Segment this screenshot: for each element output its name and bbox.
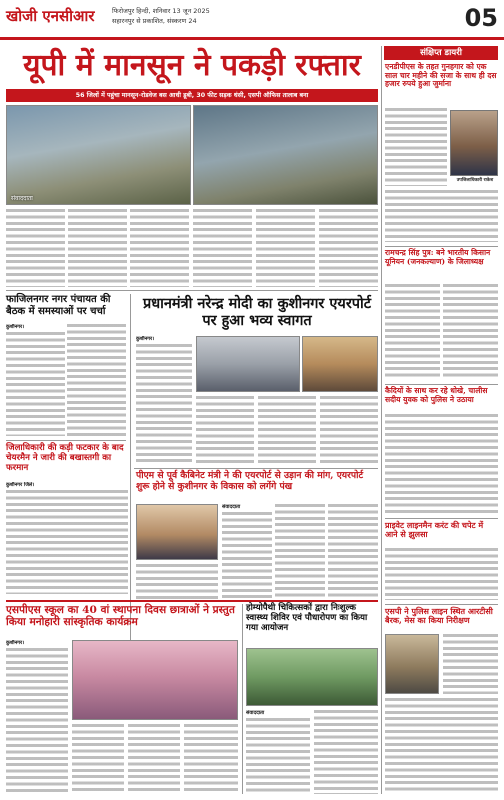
lead-photo-caption: संवाददाता (11, 195, 33, 202)
divider (385, 384, 498, 385)
school-text-col-1 (6, 640, 68, 792)
homeo-byline: संवाददाता (246, 710, 265, 716)
sidebar-story3-text (385, 414, 498, 514)
school-headline: एसपीएस स्कूल का 40 वां स्थापना दिवस छात्राओं ने प्रस्तुत किया मनोहारी सांस्कृतिक कार्यक्रम (6, 604, 235, 629)
cabinet-text-col-1 (222, 504, 272, 600)
masthead (0, 0, 504, 40)
lead-text-col-4 (193, 209, 252, 287)
sidebar-portrait-caption: उपजिलाधिकारी राकेश (456, 178, 494, 183)
sidebar-story5-headline: एसपी ने पुलिस लाइन स्थित आरटीसी बैरक, मेस का किया निरीक्षण (385, 606, 493, 626)
divider (6, 440, 126, 441)
sidebar-story4-headline: प्राइवेट लाइनमैन करंट की चपेट में आने से झुलसा (385, 520, 484, 540)
pm-text-col-3 (258, 396, 316, 464)
lead-text-col-2 (68, 209, 127, 287)
sidebar-story1-text-2 (385, 190, 498, 242)
sidebar-portrait (450, 110, 498, 183)
sidebar-story4-text (385, 548, 498, 600)
school-byline: कुशीनगर। (6, 640, 25, 646)
cabinet-text-col-2 (275, 504, 325, 600)
fazilka-text-col-2 (67, 324, 126, 436)
divider (385, 518, 498, 519)
edition-info (112, 6, 372, 26)
edition-date: फिरोजपुर हिन्दी, शनिवार 13 जून 2025 (112, 7, 210, 15)
sidebar-story5-photo (385, 634, 439, 694)
homeo-photo (246, 648, 378, 706)
divider (385, 604, 498, 605)
jila-headline: जिलाधिकारी की कड़ी फटकार के बाद चेयरमैन ने जारी की बखास्तगी का फरमान (6, 443, 124, 473)
cabinet-text-col-3 (328, 504, 378, 600)
school-text-col-3 (128, 724, 180, 792)
fazilka-headline: फाजिलनगर नगर पंचायत की बैठक में समस्याओं पर चर्चा (6, 294, 111, 317)
sidebar-banner: संक्षिप्त डायरी (384, 46, 498, 60)
sidebar-story1-headline: एनडीपीएस के तहत गुनहगार को एक साल चार महीने की सजा के साथ ही दस हजार रुपये हुआ जुर्माना (385, 62, 497, 89)
fazilka-byline: कुशीनगर। (6, 324, 25, 330)
homeo-headline: होम्योपैथी चिकित्सकों द्वारा निःशुल्क स्वास्थ्य शिविर एवं पौधारोपण का किया गया आयोजन (246, 603, 368, 633)
jila-text (6, 482, 128, 594)
lead-text-col-1 (6, 209, 65, 287)
sidebar-story2-text-2 (443, 284, 498, 380)
newspaper-logo: खोजी एनसीआर (6, 7, 95, 25)
sidebar-story5-text-1 (443, 634, 498, 694)
jila-byline: कुशीनगर जिले। (6, 482, 35, 488)
fazilka-text-col-1 (6, 324, 65, 436)
cabinet-byline: संवाददाता (222, 504, 241, 510)
lead-text-col-5 (256, 209, 315, 287)
divider (6, 290, 378, 291)
sidebar-story5-text-2 (385, 698, 498, 794)
sidebar-story2-text-1 (385, 284, 440, 380)
column-divider (242, 604, 243, 794)
lead-text-col-6 (319, 209, 378, 287)
sidebar-story3-headline: कैदियों के साथ कर रहे धोखे, चालीस सदीय युवक को पुलिस ने उठाया (385, 386, 488, 404)
page-number: 05 (464, 4, 498, 32)
pm-text-col-1 (136, 336, 192, 464)
pm-photo-welcome (196, 336, 300, 392)
sidebar-story2-headline: रामचन्द्र सिंह पुत्र: बने भारतीय किसान यूनियन (जनकल्याण) के जिलाध्यक्ष (385, 248, 491, 266)
pm-headline: प्रधानमंत्री नरेन्द्र मोदी का कुशीनगर एयरपोर्ट पर हुआ भव्य स्वागत (142, 295, 372, 329)
divider (385, 246, 498, 247)
lead-photo-flooded-road (193, 105, 378, 205)
homeo-text-col-1 (246, 710, 310, 794)
lead-text-col-3 (130, 209, 189, 287)
edition-place: सहारनपुर से प्रकाशित, संस्करण 24 (112, 17, 197, 25)
lead-headline: यूपी में मानसून ने पकड़ी रफ्तार (23, 48, 361, 83)
pm-photo-crowd (302, 336, 378, 392)
cabinet-text-col-4 (136, 564, 218, 600)
school-photo-dance (72, 640, 238, 720)
school-text-col-2 (72, 724, 124, 792)
sidebar-divider (381, 46, 382, 794)
cabinet-photo (136, 504, 218, 560)
cabinet-headline: पीएम से पूर्व कैबिनेट मंत्री ने की एयरपोर्ट से उड़ान की मांग, एयरपोर्ट शुरू होने से कुशीनगर के विकास को लगेंगे पंख (136, 470, 364, 492)
divider (134, 468, 378, 469)
lead-subheadline: 56 जिलों में पहुंचा मानसून-रोडवेज बस आधी डूबी, 30 फीट सड़क धंसी, एसपी ऑफिस तालाब बना (6, 89, 378, 102)
pm-text-col-4 (320, 396, 378, 464)
pm-byline: कुशीनगर। (136, 336, 155, 342)
pm-text-col-2 (196, 396, 254, 464)
school-text-col-4 (184, 724, 238, 792)
divider (6, 600, 378, 602)
lead-photo-flood-bus (6, 105, 191, 205)
sidebar-story1-text-1 (385, 108, 447, 186)
homeo-text-col-2 (314, 710, 378, 794)
